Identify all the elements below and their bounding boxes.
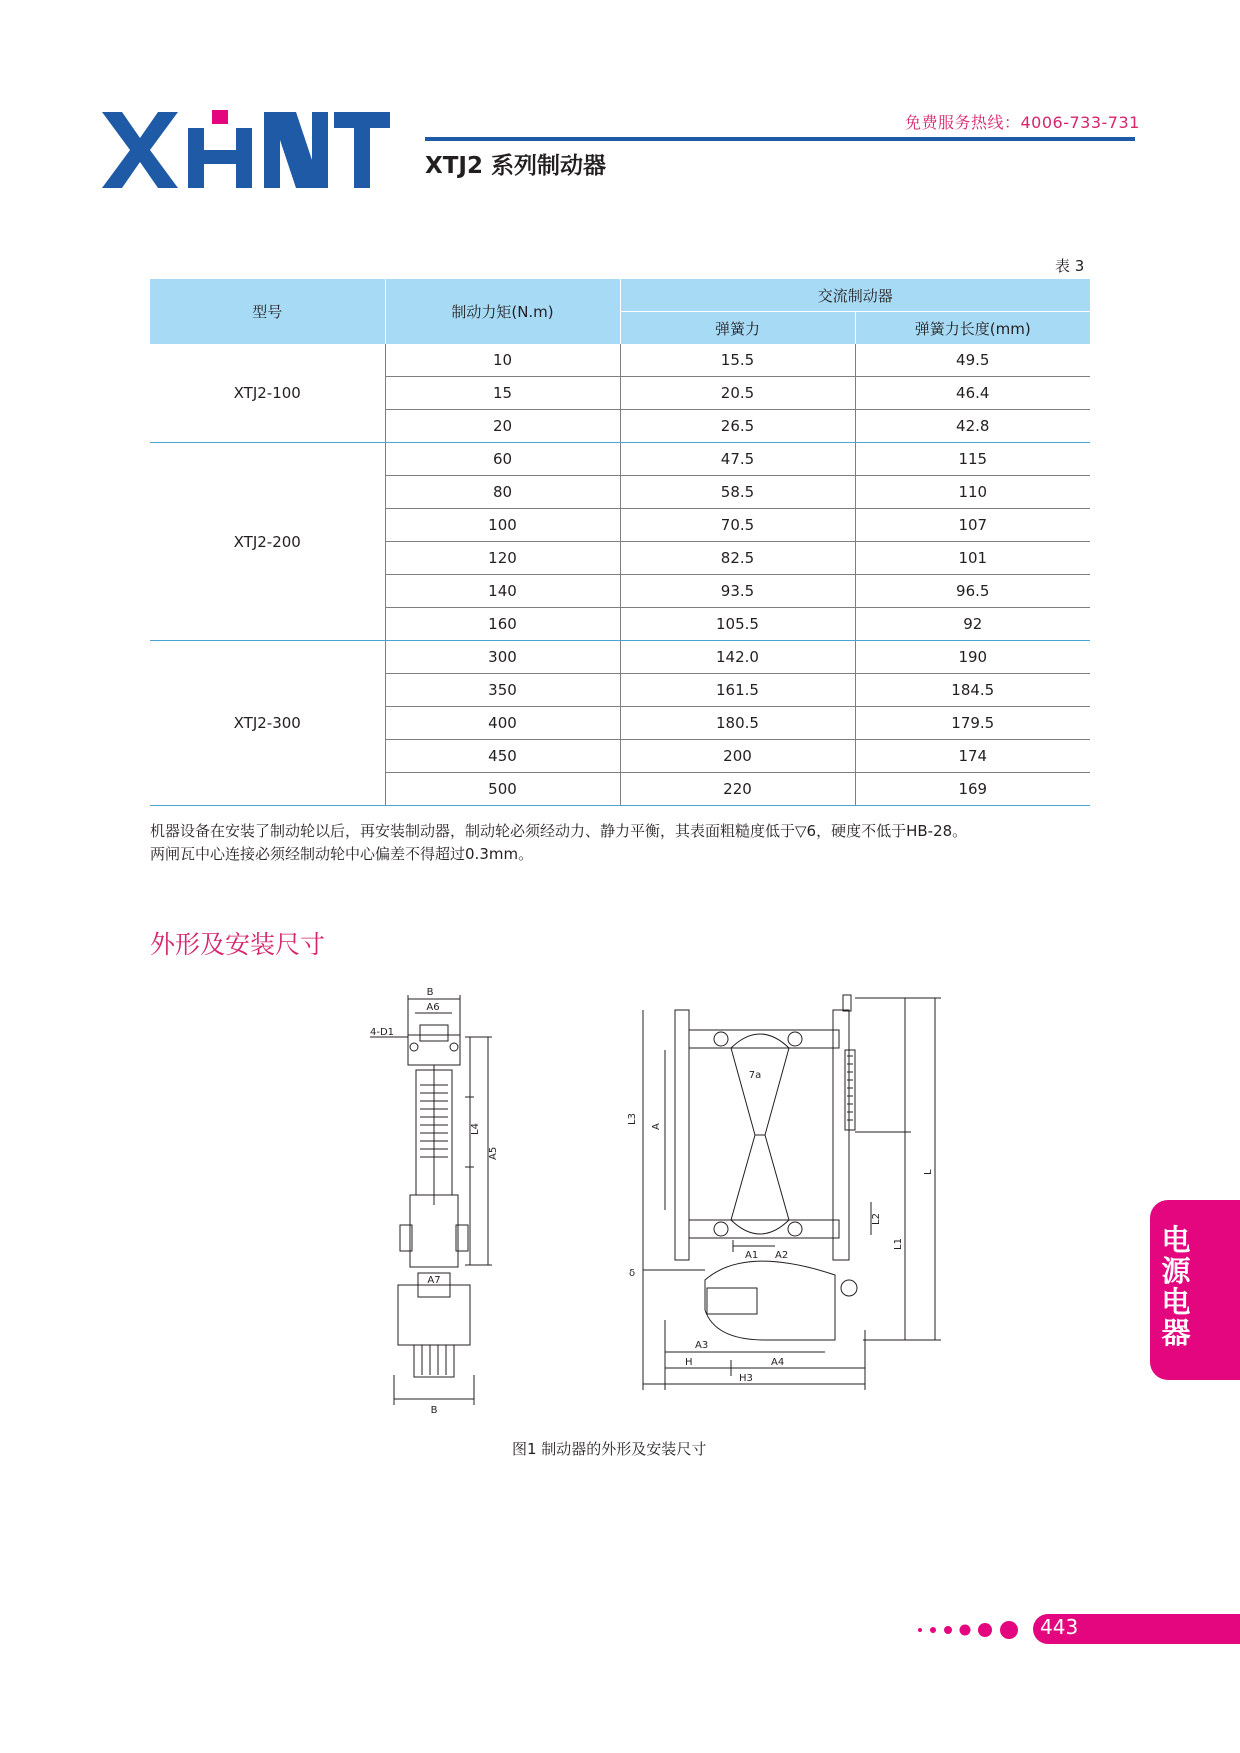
brake-side-view-drawing — [370, 985, 510, 1415]
length-cell: 115 — [855, 443, 1090, 476]
torque-cell: 140 — [385, 575, 620, 608]
dim-label-angle: 7a — [748, 1070, 762, 1081]
header-ac-brake: 交流制动器 — [620, 279, 1090, 312]
torque-cell: 450 — [385, 740, 620, 773]
dim-label-delta: δ — [629, 1268, 636, 1279]
category-side-tab-label: 电源电器 — [1161, 1223, 1191, 1350]
table-row — [150, 641, 1090, 674]
header-rule — [425, 137, 1135, 141]
length-cell: 190 — [855, 641, 1090, 674]
length-cell: 46.4 — [855, 377, 1090, 410]
header-torque: 制动力矩(N.m) — [385, 279, 620, 344]
length-cell: 96.5 — [855, 575, 1090, 608]
model-cell: XTJ2-300 — [150, 641, 385, 806]
force-cell: 47.5 — [620, 443, 855, 476]
torque-cell: 60 — [385, 443, 620, 476]
dim-label-l1: L1 — [893, 1238, 904, 1250]
section-heading: 外形及安装尺寸 — [150, 930, 326, 959]
dim-label-d1: 4-D1 — [370, 1027, 395, 1038]
dim-label-b-top: B — [426, 987, 434, 998]
torque-cell: 100 — [385, 509, 620, 542]
length-cell: 179.5 — [855, 707, 1090, 740]
torque-cell: 300 — [385, 641, 620, 674]
length-cell: 107 — [855, 509, 1090, 542]
force-cell: 82.5 — [620, 542, 855, 575]
dim-label-a: A — [651, 1123, 662, 1130]
dim-label-a5: A5 — [488, 1146, 499, 1160]
dim-label-a7: A7 — [427, 1275, 441, 1286]
model-cell: XTJ2-200 — [150, 443, 385, 641]
spec-table — [150, 279, 1090, 806]
model-cell: XTJ2-100 — [150, 344, 385, 443]
dim-label-l: L — [923, 1169, 934, 1175]
length-cell: 101 — [855, 542, 1090, 575]
header-spring-length: 弹簧力长度(mm) — [855, 312, 1090, 345]
force-cell: 105.5 — [620, 608, 855, 641]
length-cell: 49.5 — [855, 344, 1090, 377]
page-number: 443 — [1040, 1615, 1079, 1639]
length-cell: 174 — [855, 740, 1090, 773]
dim-label-l2: L2 — [871, 1213, 882, 1225]
dim-label-a6: A6 — [426, 1002, 440, 1013]
dim-label-a3: A3 — [695, 1340, 709, 1351]
torque-cell: 20 — [385, 410, 620, 443]
table-caption: 表 3 — [1055, 257, 1085, 275]
length-cell: 92 — [855, 608, 1090, 641]
series-title: XTJ2 系列制动器 — [425, 153, 606, 179]
service-hotline: 免费服务热线：4006-733-731 — [905, 113, 1140, 132]
force-cell: 15.5 — [620, 344, 855, 377]
dim-label-b-bottom: B — [430, 1405, 438, 1416]
force-cell: 93.5 — [620, 575, 855, 608]
length-cell: 42.8 — [855, 410, 1090, 443]
note-line-2: 两闸瓦中心连接必须经制动轮中心偏差不得超过0.3mm。 — [150, 845, 534, 863]
dim-label-h: H — [685, 1357, 693, 1368]
torque-cell: 350 — [385, 674, 620, 707]
torque-cell: 500 — [385, 773, 620, 806]
figure-caption: 图1 制动器的外形及安装尺寸 — [512, 1440, 707, 1458]
force-cell: 161.5 — [620, 674, 855, 707]
xhnt-logo — [100, 100, 390, 190]
torque-cell: 15 — [385, 377, 620, 410]
length-cell: 169 — [855, 773, 1090, 806]
table-row — [150, 344, 1090, 377]
dim-label-a4: A4 — [771, 1357, 785, 1368]
force-cell: 142.0 — [620, 641, 855, 674]
length-cell: 110 — [855, 476, 1090, 509]
force-cell: 200 — [620, 740, 855, 773]
page-dots-decoration — [915, 1620, 1025, 1640]
force-cell: 180.5 — [620, 707, 855, 740]
header-spring-force: 弹簧力 — [620, 312, 855, 345]
dim-label-h3: H3 — [739, 1373, 753, 1384]
force-cell: 220 — [620, 773, 855, 806]
force-cell: 26.5 — [620, 410, 855, 443]
dim-label-l3: L3 — [627, 1113, 638, 1125]
dim-label-a2: A2 — [775, 1250, 789, 1261]
force-cell: 20.5 — [620, 377, 855, 410]
header-model: 型号 — [150, 279, 385, 344]
table-row — [150, 443, 1090, 476]
force-cell: 70.5 — [620, 509, 855, 542]
torque-cell: 10 — [385, 344, 620, 377]
dim-label-a1: A1 — [745, 1250, 759, 1261]
torque-cell: 120 — [385, 542, 620, 575]
force-cell: 58.5 — [620, 476, 855, 509]
brake-front-view-drawing — [627, 990, 965, 1420]
dim-label-l4: L4 — [470, 1123, 481, 1135]
torque-cell: 160 — [385, 608, 620, 641]
torque-cell: 80 — [385, 476, 620, 509]
note-line-1: 机器设备在安装了制动轮以后，再安装制动器，制动轮必须经动力、静力平衡，其表面粗糙度低于▽6，硬度不低于HB-28。 — [150, 822, 968, 840]
torque-cell: 400 — [385, 707, 620, 740]
length-cell: 184.5 — [855, 674, 1090, 707]
